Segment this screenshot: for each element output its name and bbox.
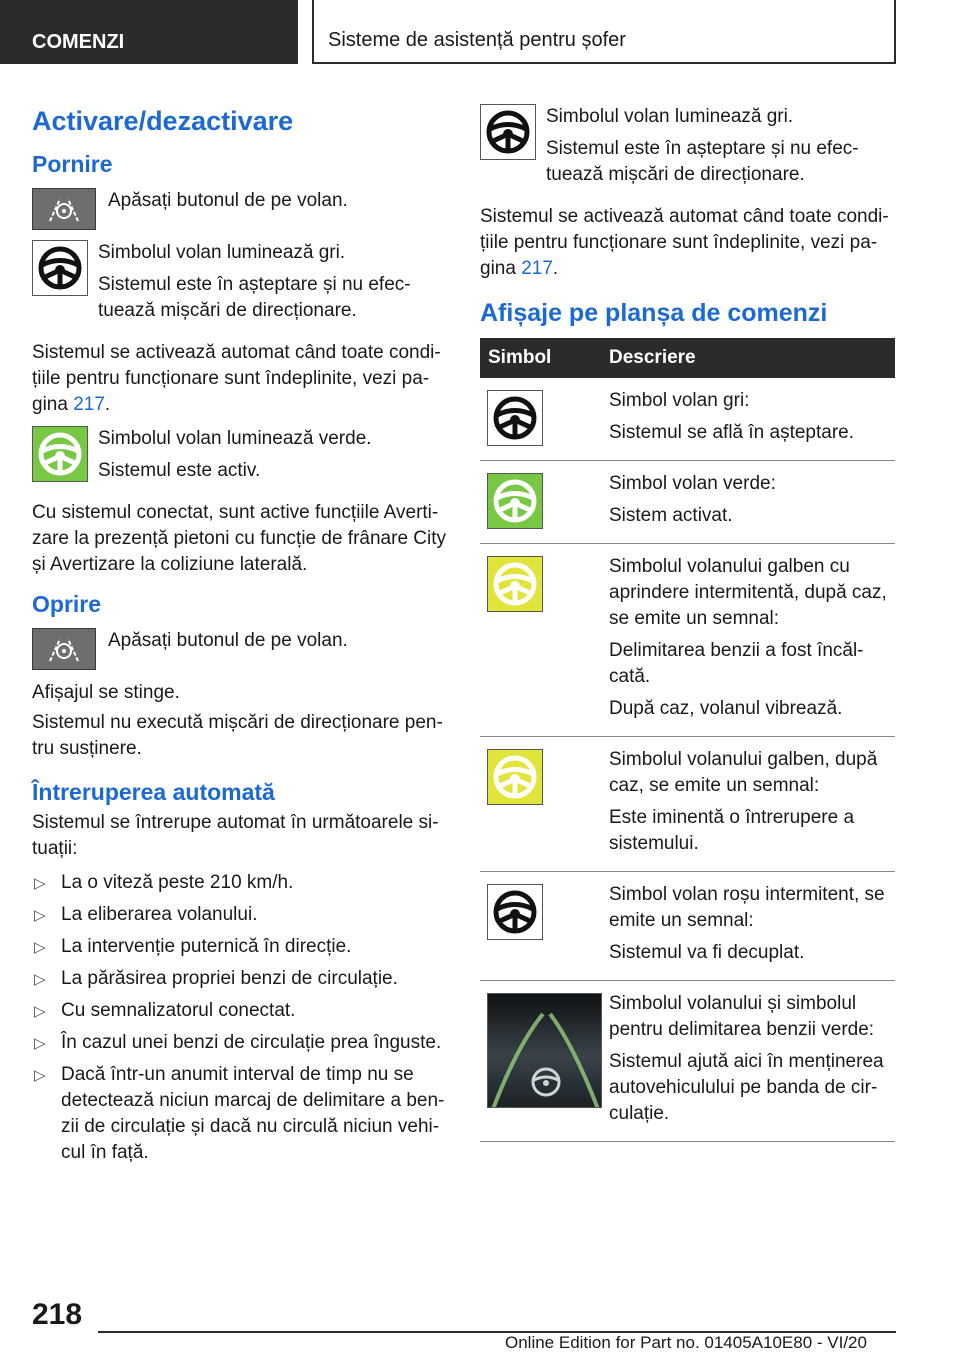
triangle-bullet-icon: ▷ — [34, 875, 46, 892]
oprire-line2: Sistemul nu execută mișcări de direcționare pen-tru susținere. — [32, 712, 443, 759]
triangle-bullet-icon: ▷ — [34, 1035, 46, 1052]
table-row: Simbol volan verde: Sistem activat. — [480, 461, 895, 544]
list-item: ▷ La o viteză peste 210 km/h. — [32, 870, 447, 896]
green-wheel-line2: Sistemul este activ. — [98, 460, 261, 481]
page-link[interactable]: 217 — [521, 258, 553, 279]
pornire-button-row — [32, 188, 447, 230]
steering-wheel-gray-icon — [487, 390, 543, 446]
gray-wheel-line2: Sistemul este în așteptare și nu efec-tuează mișcări de direcționare. — [98, 274, 411, 321]
table-row: Simbolul volanului și simbolul pentru delimitarea benzii verde: Sistemul ajută aici în menținerea autovehiculului pe banda de cir-culație. — [480, 981, 895, 1142]
right-column — [480, 104, 895, 1142]
page-link[interactable]: 217 — [73, 394, 105, 415]
footer-edition: Online Edition for Part no. 01405A10E80 - VI/20 — [505, 1333, 867, 1352]
triangle-bullet-icon: ▷ — [34, 971, 46, 988]
green-wheel-line1: Simbolul volan luminează verde. — [98, 428, 372, 449]
col-header-description: Descriere — [603, 338, 895, 378]
section-title: COMENZI — [32, 31, 125, 53]
table-row: Simbolul volanului galben, după caz, se emite un semnal: Este iminentă o întrerupere a sistemului. — [480, 737, 895, 872]
pornire-button-text: Apăsați butonul de pe volan. — [108, 190, 348, 211]
steering-wheel-green-icon — [32, 426, 88, 482]
lane-keeping-display-icon — [487, 993, 602, 1108]
chapter-title: Sisteme de asistență pentru șofer — [328, 29, 626, 51]
gray-wheel-line2: Sistemul este în așteptare și nu efec-tuează mișcări de direcționare. — [546, 138, 859, 185]
steering-wheel-gray-icon — [32, 240, 88, 296]
triangle-bullet-icon: ▷ — [34, 1067, 46, 1084]
connected-text: Cu sistemul conectat, sunt active funcțiile Averti-zare la prezență pietoni cu funcție de frânare City și Avertizare la coliziune laterală. — [32, 502, 447, 575]
table-row: Simbolul volanului galben cu aprindere intermitentă, după caz, se emite un semnal: Delimitarea benzii a fost încăl-cată. După caz, volanul vibrează. — [480, 544, 895, 737]
table-row: Simbol volan roșu intermitent, se emite un semnal: Sistemul va fi decuplat. — [480, 872, 895, 981]
green-wheel-row — [32, 426, 447, 490]
afisaje-heading: Afișaje pe planșa de comenzi — [480, 299, 828, 327]
oprire-button-text: Apăsați butonul de pe volan. — [108, 630, 348, 651]
gray-wheel-row-right — [480, 104, 895, 194]
oprire-button-row — [32, 628, 447, 670]
list-item: ▷ Cu semnalizatorul conectat. — [32, 998, 447, 1024]
steering-wheel-green-icon — [487, 473, 543, 529]
left-column — [32, 100, 447, 1172]
steering-wheel-yellow-icon — [487, 749, 543, 805]
section-tab — [0, 0, 298, 64]
gray-wheel-line1: Simbolul volan luminează gri. — [98, 242, 346, 263]
chapter-tab — [312, 0, 896, 64]
auto-activation-text: Sistemul se activează automat când toate condi-țiile pentru funcționare sunt îndeplinite, vezi pa-gina 217. — [32, 342, 441, 415]
gray-wheel-line1: Simbolul volan luminează gri. — [546, 106, 794, 127]
lane-assist-button-icon — [32, 188, 96, 230]
gray-wheel-row — [32, 240, 447, 330]
triangle-bullet-icon: ▷ — [34, 939, 46, 956]
section-heading: Activare/dezactivare — [32, 106, 294, 136]
triangle-bullet-icon: ▷ — [34, 1003, 46, 1020]
list-item: ▷ La eliberarea volanului. — [32, 902, 447, 928]
pornire-heading: Pornire — [32, 151, 113, 177]
table-row: Simbol volan gri: Sistemul se află în așteptare. — [480, 378, 895, 461]
col-header-symbol: Simbol — [480, 338, 603, 378]
auto-activation-text: Sistemul se activează automat când toate condi-țiile pentru funcționare sunt îndeplinite, vezi pa-gina 217. — [480, 206, 889, 279]
symbol-table — [480, 338, 895, 1142]
steering-wheel-red-icon — [487, 884, 543, 940]
interruption-list — [32, 870, 447, 1166]
steering-wheel-gray-icon — [480, 104, 536, 160]
list-item: ▷ În cazul unei benzi de circulație prea înguste. — [32, 1030, 447, 1056]
list-item: ▷ La părăsirea propriei benzi de circulație. — [32, 966, 447, 992]
page-number: 218 — [32, 1298, 83, 1331]
oprire-line1: Afișajul se stinge. — [32, 682, 180, 703]
list-item: ▷ La intervenție puternică în direcție. — [32, 934, 447, 960]
intreruperea-heading: Întreruperea automată — [32, 779, 275, 805]
oprire-heading: Oprire — [32, 591, 102, 617]
steering-wheel-yellow-icon — [487, 556, 543, 612]
lane-assist-button-icon — [32, 628, 96, 670]
list-item: ▷ Dacă într-un anumit interval de timp nu se detectează niciun marcaj de delimitare a ben-zii de circulație și dacă nu circulă niciun vehi-cul în față. — [34, 1064, 445, 1163]
intreruperea-intro: Sistemul se întrerupe automat în următoarele si-tuații: — [32, 812, 439, 859]
triangle-bullet-icon: ▷ — [34, 907, 46, 924]
